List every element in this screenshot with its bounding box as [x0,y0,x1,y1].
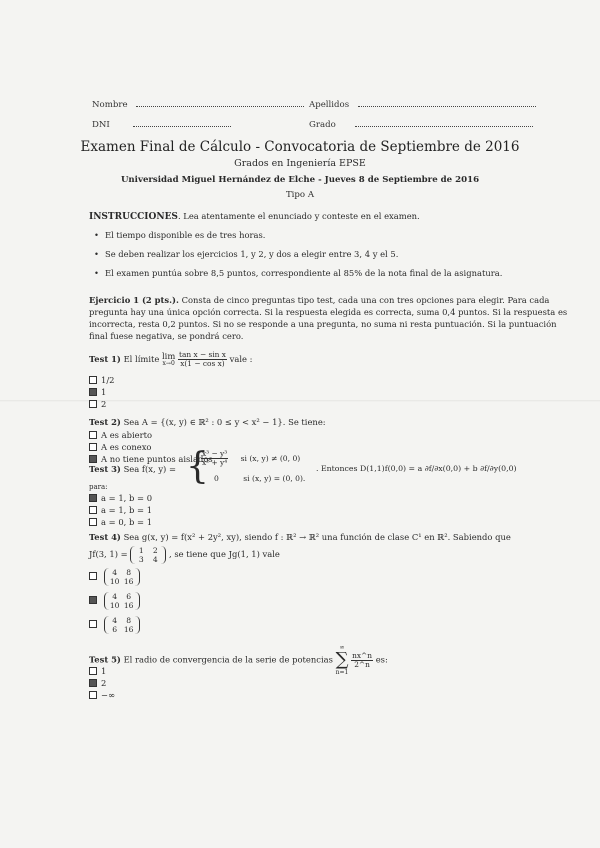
test1-label: Test 1) [89,354,121,364]
test3-option-a[interactable] [89,493,152,503]
checkbox-icon[interactable] [89,400,97,408]
exercise1-line2: pregunta hay una única opción correcta. Si la respuesta elegida es correcta, suma 0,4 puntos. Si la respuesta es [89,307,568,317]
exam-type: Tipo A [285,190,315,200]
option-label: a = 1, b = 1 [101,505,153,515]
surname-field [309,99,536,110]
dni-line [133,119,231,127]
instruction-item: • El tiempo disponible es de tres horas. [94,230,265,240]
test1-option-c[interactable] [89,399,106,409]
case2-value: 0 [214,474,219,483]
test5-suffix: es: [375,654,388,665]
instruction-item: • Se deben realizar los ejercicios 1, y 2, y dos a elegir entre 3, 4 y el 5. [94,249,398,259]
test4-text2: , se tiene que Jg(1, 1) vale [169,549,280,559]
test3-option-b[interactable] [89,505,152,515]
test1-question [89,350,252,368]
sigma-icon: ∑ [335,649,349,670]
test2-label: Test 2) [89,417,121,427]
test3-prefix: Sea f(x, y) = [123,464,177,474]
matrix-cell: 1 [138,545,144,555]
sum-upper: ∞ [339,644,345,651]
option-label: 1 [101,387,107,397]
checkbox-icon[interactable] [89,431,97,439]
test1-suffix: vale : [229,354,253,364]
test2-option-b[interactable] [89,442,151,452]
test3-label: Test 3) [89,464,121,474]
option-label: A es conexo [101,442,152,452]
test5-option-b[interactable] [89,678,106,688]
checkbox-icon[interactable] [89,667,97,675]
checkbox-checked-icon[interactable] [89,388,97,396]
checkbox-icon[interactable] [89,376,97,384]
option-matrix [104,592,140,610]
test2-question [89,417,326,427]
matrix-cell: 16 [123,576,134,586]
matrix-cell: 6 [126,591,132,601]
test5-label: Test 5) [89,654,121,665]
matrix-cell: 4 [112,591,118,601]
option-matrix [104,616,140,634]
option-matrix [104,568,140,586]
limit-subscript: x→0 [162,359,175,367]
test3-suffix: . Entonces D(1,1)f(0,0) = a ∂f/∂x(0,0) + b ∂f/∂y(0,0) [316,464,517,473]
test1-prefix: El límite [123,354,160,364]
test1-limit [162,352,175,368]
test3-option-c[interactable] [89,517,152,527]
matrix-cell: 4 [112,615,118,625]
limit-operator: lim [162,350,176,361]
instruction-item: • El examen puntúa sobre 8,5 puntos, correspondiente al 85% de la nota final de la asignatura. [94,268,502,278]
test3-case1 [201,450,300,467]
checkbox-icon[interactable] [89,620,97,628]
option-label: 1/2 [101,375,115,385]
test5-question [89,644,388,676]
checkbox-checked-icon[interactable] [89,494,97,502]
name-field [92,99,304,110]
matrix-cell: 2 [152,545,158,555]
exam-university: Universidad Miguel Hernández de Elche - Jueves 8 de Septiembre de 2016 [120,175,480,185]
instructions-intro: . Lea atentamente el enunciado y conteste en el examen. [177,211,420,221]
checkbox-icon[interactable] [89,443,97,451]
test4-line2 [89,544,280,564]
sum-symbol [336,644,349,676]
test1-fraction [178,351,227,368]
test4-option-a[interactable] [89,566,140,586]
matrix-cell: 4 [152,554,158,564]
exercise1-text: Consta de cinco preguntas tipo test, cada una con tres opciones para elegir. Para cada [181,295,550,305]
case1-condition: si (x, y) ≠ (0, 0) [240,453,301,463]
option-label: 2 [101,399,107,409]
test4-jf: Jf(3, 1) = [89,549,128,559]
test2-option-a[interactable] [89,430,152,440]
test3-prefix-line [89,464,176,474]
fraction-denominator: 2^n [354,659,370,669]
exercise1-heading: Ejercicio 1 (2 pts.). [89,295,179,305]
exercise1-line1 [89,295,549,305]
checkbox-checked-icon[interactable] [89,596,97,604]
exam-degree: Grados en Ingeniería EPSE [234,158,366,169]
test4-line1 [89,532,511,542]
dni-label: DNI [92,120,110,130]
fraction-denominator: x² + y⁴ [202,458,228,467]
dni-field [92,119,231,130]
option-label: A no tiene puntos aislados [101,454,213,464]
sum-lower: n=1 [335,669,349,676]
series-term [351,652,373,669]
matrix-cell: 8 [126,567,132,577]
checkbox-icon[interactable] [89,518,97,526]
instructions-line [89,211,420,222]
test4-text: Sea g(x, y) = f(x² + 2y², xy), siendo f : ℝ² → ℝ² una función de clase C¹ en ℝ². Sabiendo que [123,532,511,542]
matrix-cell: 3 [138,554,144,564]
test3-tail: para: [89,483,108,491]
checkbox-icon[interactable] [89,506,97,514]
fraction-numerator: tan x − sin x [178,350,226,359]
instructions-heading: INSTRUCCIONES [89,212,178,222]
grado-field [309,119,533,130]
test1-option-a[interactable] [89,375,114,385]
matrix-cell: 8 [126,615,132,625]
matrix-cell: 16 [123,600,134,610]
fraction-numerator: x³ − y³ [202,449,228,458]
matrix-cell: 16 [123,624,134,634]
checkbox-icon[interactable] [89,691,97,699]
grado-line [355,119,533,127]
option-label: A es abierto [101,430,153,440]
option-label: a = 0, b = 1 [101,517,153,527]
checkbox-checked-icon[interactable] [89,679,97,687]
test2-text: Sea A = {(x, y) ∈ ℝ² : 0 ≤ y < x² − 1}. Se tiene: [123,417,326,427]
exam-title: Examen Final de Cálculo - Convocatoria de Septiembre de 2016 [80,139,520,155]
option-label: a = 1, b = 0 [101,493,153,503]
apellidos-line [358,99,536,107]
checkbox-checked-icon[interactable] [89,455,97,463]
matrix-cell: 4 [112,567,118,577]
nombre-line [136,99,304,107]
nombre-label: Nombre [92,100,128,110]
test1-option-b[interactable] [89,387,106,397]
matrix-cell: 6 [112,624,118,634]
test5-option-c[interactable] [89,690,115,700]
option-label: 2 [101,678,107,688]
option-label: 1 [101,666,107,676]
matrix-cell: 10 [109,576,120,586]
test4-label: Test 4) [89,532,121,542]
fraction-numerator: nx^n [352,650,373,660]
test5-option-a[interactable] [89,666,106,676]
exercise1-line4: final fuese negativa, se pondrá cero. [89,331,244,341]
test5-text: El radio de convergencia de la serie de potencias [123,654,333,665]
test3-case2 [214,474,305,484]
jf-matrix [130,546,166,564]
test4-option-c[interactable] [89,614,140,634]
case2-condition: si (x, y) = (0, 0). [243,474,306,483]
matrix-cell: 10 [109,600,120,610]
fraction-denominator: x(1 − cos x) [180,359,225,368]
grado-label: Grado [309,120,336,130]
option-label: −∞ [101,690,115,700]
checkbox-icon[interactable] [89,572,97,580]
apellidos-label: Apellidos [309,100,350,110]
case1-fraction [201,450,228,467]
exercise1-line3: incorrecta, resta 0,2 puntos. Si no se responde a una pregunta, no suma ni resta puntuación. Si la puntuación [89,319,557,329]
test4-option-b[interactable] [89,590,140,610]
left-brace-icon: { [186,446,209,487]
